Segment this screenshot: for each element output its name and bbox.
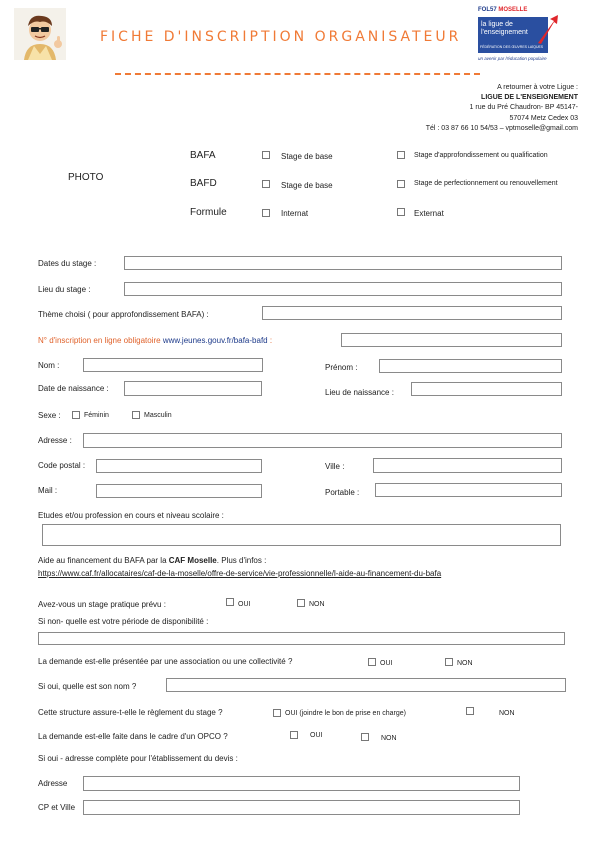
logo-ligue-text: la ligue de l'enseignement: [481, 21, 528, 36]
opco-non-checkbox[interactable]: [361, 733, 369, 741]
stage-perf-checkbox[interactable]: [397, 180, 405, 188]
lieu-label: Lieu du stage :: [38, 285, 91, 294]
inscription-prefix: N° d'inscription en ligne obligatoire: [38, 336, 161, 345]
prenom-label: Prénom :: [325, 363, 358, 372]
portable-label: Portable :: [325, 488, 360, 497]
opco-oui-checkbox[interactable]: [290, 731, 298, 739]
nom-asso-label: Si oui, quelle est son nom ?: [38, 682, 137, 691]
periode-input[interactable]: [38, 632, 565, 645]
stage-pratique-oui-checkbox[interactable]: [226, 598, 234, 606]
stage-base-bafa-checkbox[interactable]: [262, 151, 270, 159]
devis-adresse-label: Adresse: [38, 779, 68, 788]
nom-input[interactable]: [83, 358, 263, 372]
etudes-input[interactable]: [42, 524, 561, 546]
dates-label: Dates du stage :: [38, 259, 97, 268]
stage-appro-checkbox[interactable]: [397, 151, 405, 159]
masculin-checkbox[interactable]: [132, 411, 140, 419]
bafa-label: BAFA: [190, 150, 216, 161]
stage-base-bafd-label: Stage de base: [281, 181, 333, 190]
feminin-label: Féminin: [84, 412, 109, 419]
mail-label: Mail :: [38, 486, 58, 495]
formule-label: Formule: [190, 207, 227, 218]
feminin-checkbox[interactable]: [72, 411, 80, 419]
adresse-label: Adresse :: [38, 436, 72, 445]
stage-perf-label: Stage de perfectionnement ou renouvellement: [414, 180, 558, 187]
reglement-oui-checkbox[interactable]: [273, 709, 281, 717]
opco-non-label: NON: [381, 735, 397, 742]
devis-label: Si oui - adresse complète pour l'établissement du devis :: [38, 754, 238, 763]
code-postal-input[interactable]: [96, 459, 262, 473]
aide-suffix: . Plus d'infos :: [216, 556, 267, 565]
logo-top-text: FOL57 MOSELLE: [478, 7, 528, 13]
ville-label: Ville :: [325, 462, 345, 471]
aide-caf: CAF Moselle: [168, 556, 217, 565]
aide-prefix: Aide au financement du BAFA par la: [38, 556, 169, 565]
cp-ville-label: CP et Ville: [38, 803, 76, 812]
demande-asso-label: La demande est-elle présentée par une association ou une collectivité ?: [38, 657, 293, 666]
asso-oui-checkbox[interactable]: [368, 658, 376, 666]
nom-asso-input[interactable]: [166, 678, 566, 692]
lieu-naissance-label: Lieu de naissance :: [325, 388, 394, 397]
stage-pratique-oui-label: OUI: [238, 601, 251, 608]
code-postal-label: Code postal :: [38, 461, 86, 470]
opco-label: La demande est-elle faite dans le cadre d'un OPCO ?: [38, 732, 228, 741]
stage-base-bafa-label: Stage de base: [281, 152, 333, 161]
ville-input[interactable]: [373, 458, 562, 473]
stage-pratique-label: Avez-vous un stage pratique prévu :: [38, 600, 166, 609]
photo-label: PHOTO: [68, 172, 104, 183]
mascot-image: [14, 8, 66, 60]
lieu-input[interactable]: [124, 282, 562, 296]
stage-base-bafd-checkbox[interactable]: [262, 180, 270, 188]
stage-pratique-non-checkbox[interactable]: [297, 599, 305, 607]
address-line-2: LIGUE DE L'ENSEIGNEMENT: [481, 94, 578, 101]
title-divider: [115, 73, 480, 75]
caf-link[interactable]: https://www.caf.fr/allocataires/caf-de-la-moselle/offre-de-service/vie-professionnelle/l-aide-au-financement-du-bafa: [38, 569, 442, 578]
asso-oui-label: OUI: [380, 660, 393, 667]
inscription-url-link[interactable]: www.jeunes.gouv.fr/bafa-bafd: [162, 336, 268, 345]
asso-non-checkbox[interactable]: [445, 658, 453, 666]
stage-appro-label: Stage d'approfondissement ou qualification: [414, 152, 548, 159]
reglement-oui-label: OUI (joindre le bon de prise en charge): [285, 710, 407, 717]
reglement-label: Cette structure assure-t-elle le règlement du stage ?: [38, 708, 223, 717]
etudes-label: Etudes et/ou profession en cours et niveau scolaire :: [38, 511, 224, 520]
nom-label: Nom :: [38, 361, 60, 370]
address-line-5: Tél : 03 87 66 10 54/53 – vptmoselle@gmail.com: [425, 125, 578, 132]
inscription-suffix: :: [267, 336, 273, 345]
page-title: FICHE D'INSCRIPTION ORGANISATEUR: [100, 29, 462, 45]
prenom-input[interactable]: [379, 359, 562, 373]
aide-label: [38, 556, 266, 565]
cp-ville-input[interactable]: [83, 800, 520, 815]
inscription-label: [38, 336, 272, 345]
externat-checkbox[interactable]: [397, 208, 405, 216]
logo-arrow-icon: [536, 15, 560, 45]
internat-label: Internat: [281, 209, 309, 218]
dates-input[interactable]: [124, 256, 562, 270]
inscription-input[interactable]: [341, 333, 562, 347]
address-line-1: A retourner à votre Ligue :: [497, 84, 578, 91]
theme-label: Thème choisi ( pour approfondissement BAFA) :: [38, 310, 209, 319]
opco-oui-label: OUI: [310, 732, 323, 739]
asso-non-label: NON: [457, 660, 473, 667]
reglement-non-checkbox[interactable]: [466, 707, 474, 715]
internat-checkbox[interactable]: [262, 209, 270, 217]
theme-input[interactable]: [262, 306, 562, 320]
bafd-label: BAFD: [190, 178, 217, 189]
logo-fed-text: FÉDÉRATION DES ŒUVRES LAÏQUES: [480, 45, 544, 49]
naissance-input[interactable]: [124, 381, 262, 396]
sexe-label: Sexe :: [38, 411, 61, 420]
naissance-label: Date de naissance :: [38, 384, 109, 393]
stage-pratique-non-label: NON: [309, 601, 325, 608]
adresse-input[interactable]: [83, 433, 562, 448]
address-line-4: 57074 Metz Cedex 03: [509, 115, 578, 122]
masculin-label: Masculin: [144, 412, 172, 419]
mail-input[interactable]: [96, 484, 262, 498]
logo-tagline: un avenir par l'éducation populaire: [478, 56, 547, 61]
address-line-3: 1 rue du Pré Chaudron- BP 45147-: [469, 104, 578, 111]
ligue-logo: [476, 5, 562, 67]
reglement-non-label: NON: [499, 710, 515, 717]
portable-input[interactable]: [375, 483, 562, 497]
devis-adresse-input[interactable]: [83, 776, 520, 791]
lieu-naissance-input[interactable]: [411, 382, 562, 396]
periode-label: Si non- quelle est votre période de disponibilité :: [38, 617, 209, 626]
externat-label: Externat: [414, 209, 444, 218]
